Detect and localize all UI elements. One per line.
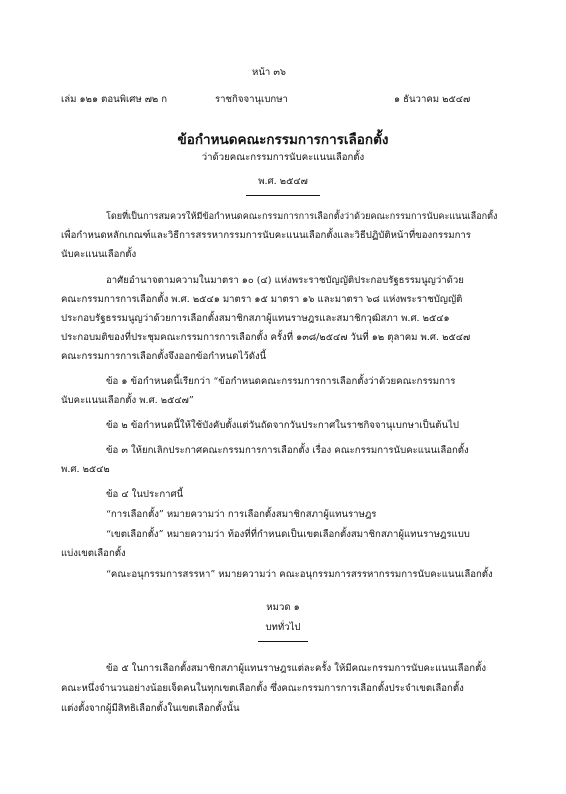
body-line: ประกอบมติของที่ประชุมคณะกรรมการการเลือกตั้ง ครั้งที่ ๑๓๘/๒๕๔๗ วันที่ ๑๒ ตุลาคม พ.ศ. ๒๕๔๗: [61, 332, 471, 343]
clause-2: ข้อ ๒ ข้อกำหนดนี้ให้ใช้บังคับตั้งแต่วันถัดจากวันประกาศในราชกิจจานุเบกษาเป็นต้นไป: [106, 420, 459, 431]
document-subtitle: ว่าด้วยคณะกรรมการนับคะแนนเลือกตั้ง: [201, 152, 365, 163]
body-line: คณะหนึ่งจำนวนอย่างน้อยเจ็ดคนในทุกเขตเลือกตั้ง ซึ่งคณะกรรมการการเลือกตั้งประจำเขตเลือกตั้ง: [61, 683, 464, 694]
gazette-name: ราชกิจจานุเบกษา: [215, 94, 288, 105]
body-line: โดยที่เป็นการสมควรให้มีข้อกำหนดคณะกรรมการการเลือกตั้งว่าด้วยคณะกรรมการนับคะแนนเลือกตั้ง: [106, 212, 498, 222]
chapter-title: บททั่วไป: [265, 622, 301, 633]
body-line: คณะกรรมการการเลือกตั้งจึงออกข้อกำหนดไว้ดังนี้: [61, 351, 267, 362]
clause-3: ข้อ ๓ ให้ยกเลิกประกาศคณะกรรมการการเลือกตั้ง เรื่อง คณะกรรมการนับคะแนนเลือกตั้ง: [106, 445, 469, 456]
page-number: หน้า ๓๖: [252, 67, 286, 78]
clause-4: ข้อ ๔ ในประกาศนี้: [106, 489, 184, 500]
document-year: พ.ศ. ๒๕๔๗: [258, 176, 308, 187]
clause-1: ข้อ ๑ ข้อกำหนดนี้เรียกว่า “ข้อกำหนดคณะกรรมการการเลือกตั้งว่าด้วยคณะกรรมการ: [106, 376, 456, 387]
gazette-date: ๑ ธันวาคม ๒๕๔๗: [394, 94, 471, 105]
body-line: แบ่งเขตเลือกตั้ง: [61, 548, 126, 559]
chapter-number: หมวด ๑: [266, 602, 300, 613]
title-divider: [246, 195, 320, 196]
body-line: ประกอบรัฐธรรมนูญว่าด้วยการเลือกตั้งสมาชิกสภาผู้แทนราษฎรและสมาชิกวุฒิสภา พ.ศ. ๒๕๔๑: [61, 313, 450, 324]
definition: “คณะอนุกรรมการสรรหา” หมายความว่า คณะอนุกรรมการสรรหากรรมการนับคะแนนเลือกตั้ง: [106, 569, 493, 580]
body-line: เพื่อกำหนดหลักเกณฑ์และวิธีการสรรหากรรมการนับคะแนนเลือกตั้งและวิธีปฏิบัติหน้าที่ของกรรมการ: [61, 230, 471, 241]
body-line: พ.ศ. ๒๕๔๒: [61, 464, 110, 475]
chapter-divider: [258, 641, 308, 642]
body-line: อาศัยอำนาจตามความในมาตรา ๑๐ (๔) แห่งพระราชบัญญัติประกอบรัฐธรรมนูญว่าด้วย: [106, 275, 464, 286]
definition: “เขตเลือกตั้ง” หมายความว่า ท้องที่ที่กำหนดเป็นเขตเลือกตั้งสมาชิกสภาผู้แทนราษฎรแบบ: [106, 529, 470, 540]
body-line: คณะกรรมการการเลือกตั้ง พ.ศ. ๒๕๔๑ มาตรา ๑๕ มาตรา ๑๖ และมาตรา ๖๘ แห่งพระราชบัญญัติ: [61, 294, 463, 305]
gazette-volume: เล่ม ๑๒๑ ตอนพิเศษ ๗๒ ก: [61, 94, 168, 105]
definition: “การเลือกตั้ง” หมายความว่า การเลือกตั้งสมาชิกสภาผู้แทนราษฎร: [106, 509, 377, 520]
clause-5: ข้อ ๕ ในการเลือกตั้งสมาชิกสภาผู้แทนราษฎรแต่ละครั้ง ให้มีคณะกรรมการนับคะแนนเลือกตั้ง: [106, 663, 487, 674]
body-line: นับคะแนนเลือกตั้ง พ.ศ. ๒๕๔๗”: [61, 395, 194, 406]
body-line: แต่งตั้งจากผู้มีสิทธิเลือกตั้งในเขตเลือกตั้งนั้น: [61, 703, 240, 714]
body-line: นับคะแนนเลือกตั้ง: [61, 249, 137, 260]
document-title: ข้อกำหนดคณะกรรมการการเลือกตั้ง: [177, 132, 389, 148]
